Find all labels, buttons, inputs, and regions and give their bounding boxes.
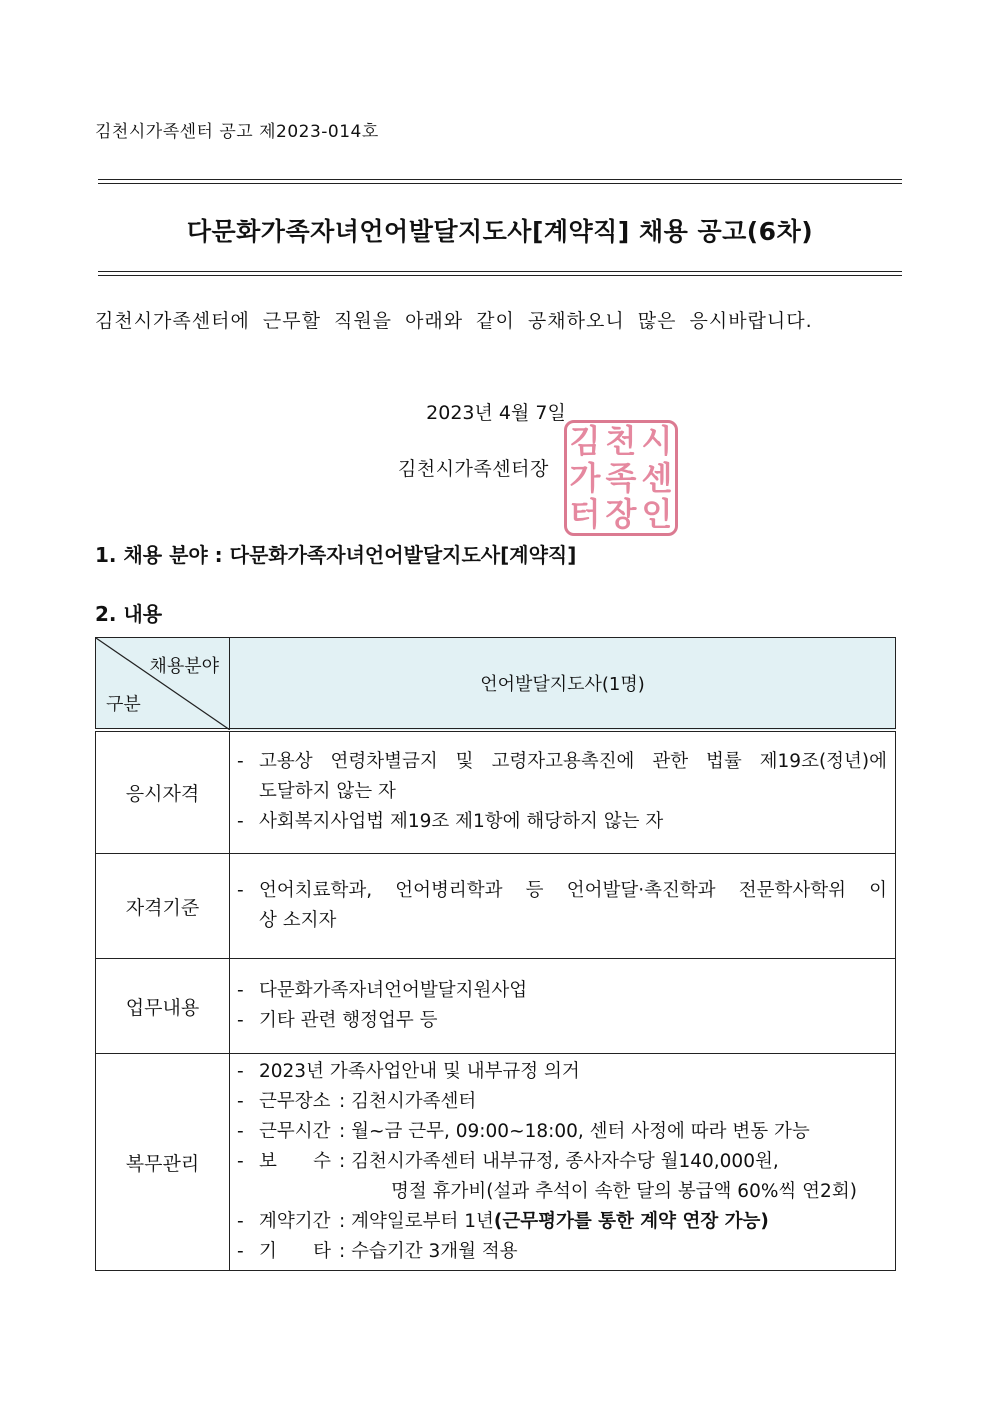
intro-paragraph: 김천시가족센터에 근무할 직원을 아래와 같이 공채하오니 많은 응시바랍니다. [95,310,813,332]
row-content [230,854,896,959]
table-row-duties [96,959,896,1054]
list-item-continuation: 도달하지 않는 자 [259,781,396,803]
list-item: - 계약기간 : 계약일로부터 1년(근무평가를 통한 계약 연장 가능) [237,1211,769,1232]
seal-glyph: 센 [641,458,673,497]
list-item: - 기타 관련 행정업무 등 [237,1010,438,1031]
row-content [230,730,896,854]
row-content [230,959,896,1054]
row-label: 자격기준 [96,854,230,959]
recruitment-table [95,637,896,1271]
position-header: 언어발달지도사(1명) [230,638,896,730]
list-item: - 고용상 연령차별금지 및 고령자고용촉진에 관한 법률 제19조(정년)에 [237,751,887,773]
title-rule-bottom [98,271,902,276]
seal-glyph: 족 [605,458,637,497]
corner-header-cell [96,638,230,730]
list-item: - 근무시간 : 월~금 근무, 09:00~18:00, 센터 사정에 따라 변동 가능 [237,1121,810,1142]
seal-glyph: 천 [605,422,637,460]
organization-name: 김천시가족센터장 [398,458,549,480]
table-row-service [96,1054,896,1271]
row-content [230,1054,896,1271]
row-label: 업무내용 [96,959,230,1054]
table-row-eligibility [96,730,896,854]
table-header-row [96,638,896,730]
seal-glyph: 가 [569,458,601,497]
seal-glyph: 장 [605,495,637,534]
list-item: - 2023년 가족사업안내 및 내부규정 의거 [237,1061,580,1082]
table-row-qualification [96,854,896,959]
row-label: 복무관리 [96,1054,230,1271]
page-title: 다문화가족자녀언어발달지도사[계약직] 채용 공고(6차) [186,217,814,246]
list-item: - 보 수 : 김천시가족센터 내부규정, 종사자수당 월140,000원, [237,1151,779,1172]
seal-glyph: 인 [641,495,673,534]
seal-glyph: 김 [569,422,601,460]
list-item: - 사회복지사업법 제19조 제1항에 해당하지 않는 자 [237,811,664,833]
row-label: 응시자격 [96,730,230,854]
list-item: - 다문화가족자녀언어발달지원사업 [237,980,528,1001]
list-item: - 기 타 : 수습기간 3개월 적용 [237,1241,518,1262]
notice-number: 김천시가족센터 공고 제2023-014호 [95,122,379,142]
list-item-continuation: 명절 휴가비(설과 추석이 속한 달의 봉급액 60%씩 연2회) [391,1181,857,1202]
list-item-continuation: 상 소지자 [259,910,337,931]
section-heading-field: 1. 채용 분야 : 다문화가족자녀언어발달지도사[계약직] [95,543,577,567]
title-rule-top [98,179,902,184]
corner-bottom-label: 구분 [106,693,141,715]
corner-top-label: 채용분야 [149,656,219,677]
seal-glyph: 터 [569,495,601,534]
notice-date: 2023년 4월 7일 [426,402,566,424]
seal-glyph-grid [567,423,675,533]
list-item: - 언어치료학과, 언어병리학과 등 언어발달·촉진학과 전문학사학위 이 [237,880,887,901]
official-seal-stamp [564,420,678,536]
section-heading-content: 2. 내용 [95,602,163,626]
seal-glyph: 시 [641,422,673,460]
list-item: - 근무장소 : 김천시가족센터 [237,1091,477,1112]
